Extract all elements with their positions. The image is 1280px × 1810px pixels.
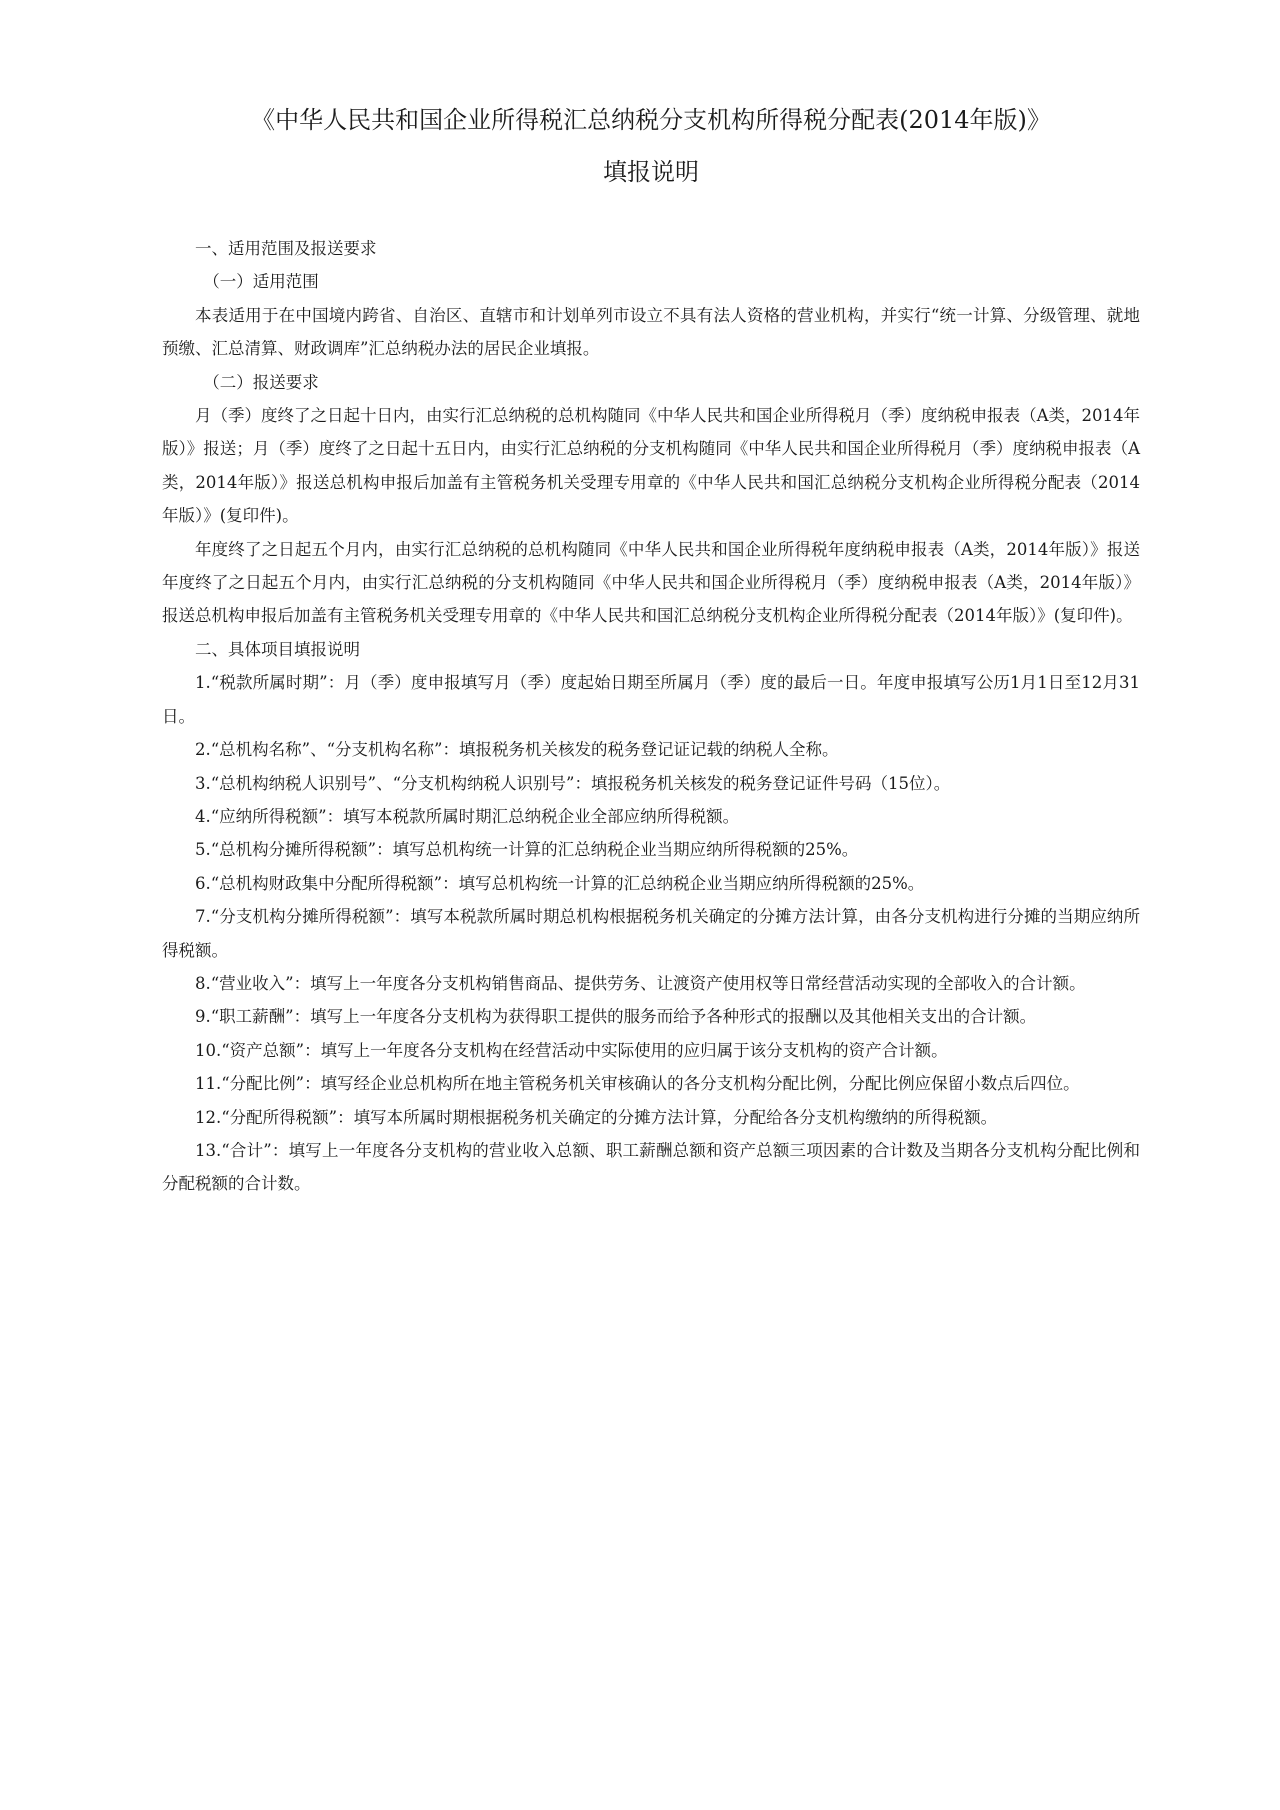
list-item: 3.“总机构纳税人识别号”、“分支机构纳税人识别号”：填报税务机关核发的税务登记证件号码（15位）。 bbox=[195, 773, 951, 793]
list-item: 11.“分配比例”：填写经企业总机构所在地主管税务机关审核确认的各分支机构分配比例，分配比例应保留小数点后四位。 bbox=[195, 1074, 1080, 1094]
list-item: 6.“总机构财政集中分配所得税额”：填写总机构统一计算的汇总纳税企业当期应纳所得税额的25%。 bbox=[195, 873, 925, 893]
list-item: 2.“总机构名称”、“分支机构名称”：填报税务机关核发的税务登记证记载的纳税人全称。 bbox=[195, 740, 839, 760]
paragraph-scope: 本表适用于在中国境内跨省、自治区、直辖市和计划单列市设立不具有法人资格的营业机构，并实行“统一计算、分级管理、就地预缴、汇总清算、财政调库”汇总纳税办法的居民企业填报。 bbox=[162, 305, 1140, 359]
paragraph-submission-annual: 年度终了之日起五个月内，由实行汇总纳税的总机构随同《中华人民共和国企业所得税年度纳税申报表（A类，2014年版）》报送 年度终了之日起五个月内，由实行汇总纳税的分支机构随同《中华人民共和国企业所得税月（季）度纳税申报表（A类，2014年版）》报送总机构申报后加盖有主管税务机关受理专用章的《中华人民共和国汇总纳税分支机构企业所得税分配表（2014年版）》(复印件)。 bbox=[162, 539, 1140, 626]
list-item: 1.“税款所属时期”：月（季）度申报填写月（季）度起始日期至所属月（季）度的最后一日。年度申报填写公历1月1日至12月31日。 bbox=[162, 673, 1140, 726]
subsection-heading-scope: （一）适用范围 bbox=[203, 272, 319, 292]
list-item: 13.“合计”：填写上一年度各分支机构的营业收入总额、职工薪酬总额和资产总额三项因素的合计数及当期各分支机构分配比例和分配税额的合计数。 bbox=[162, 1140, 1140, 1194]
list-item: 9.“职工薪酬”：填写上一年度各分支机构为获得职工提供的服务而给予各种形式的报酬以及其他相关支出的合计额。 bbox=[195, 1007, 1037, 1027]
list-item: 7.“分支机构分摊所得税额”：填写本税款所属时期总机构根据税务机关确定的分摊方法计算，由各分支机构进行分摊的当期应纳所得税额。 bbox=[162, 907, 1140, 960]
list-item: 5.“总机构分摊所得税额”：填写总机构统一计算的汇总纳税企业当期应纳所得税额的25%。 bbox=[195, 840, 859, 860]
document-subtitle: 填报说明 bbox=[603, 158, 699, 186]
document-title: 《中华人民共和国企业所得税汇总纳税分支机构所得税分配表(2014年版)》 bbox=[251, 106, 1051, 134]
paragraph-submission-monthly: 月（季）度终了之日起十日内，由实行汇总纳税的总机构随同《中华人民共和国企业所得税月（季）度纳税申报表（A类，2014年版）》报送；月（季）度终了之日起十五日内，由实行汇总纳税的分支机构随同《中华人民共和国企业所得税月（季）度纳税申报表（A类，2014年版）》报送总机构申报后加盖有主管税务机关受理专用章的《中华人民共和国汇总纳税分支机构企业所得税分配表（2014年版）》(复印件)。 bbox=[162, 406, 1140, 526]
list-item: 4.“应纳所得税额”：填写本税款所属时期汇总纳税企业全部应纳所得税额。 bbox=[195, 806, 740, 826]
section-heading-items: 二、具体项目填报说明 bbox=[195, 639, 360, 659]
section-heading-scope: 一、适用范围及报送要求 bbox=[195, 239, 377, 258]
list-item: 8.“营业收入”：填写上一年度各分支机构销售商品、提供劳务、让渡资产使用权等日常经营活动实现的全部收入的合计额。 bbox=[195, 973, 1086, 993]
subsection-heading-submission: （二）报送要求 bbox=[203, 372, 319, 392]
list-item: 10.“资产总额”：填写上一年度各分支机构在经营活动中实际使用的应归属于该分支机构的资产合计额。 bbox=[195, 1040, 948, 1060]
document-body bbox=[162, 232, 1140, 1201]
list-item: 12.“分配所得税额”：填写本所属时期根据税务机关确定的分摊方法计算，分配给各分支机构缴纳的所得税额。 bbox=[195, 1107, 998, 1127]
